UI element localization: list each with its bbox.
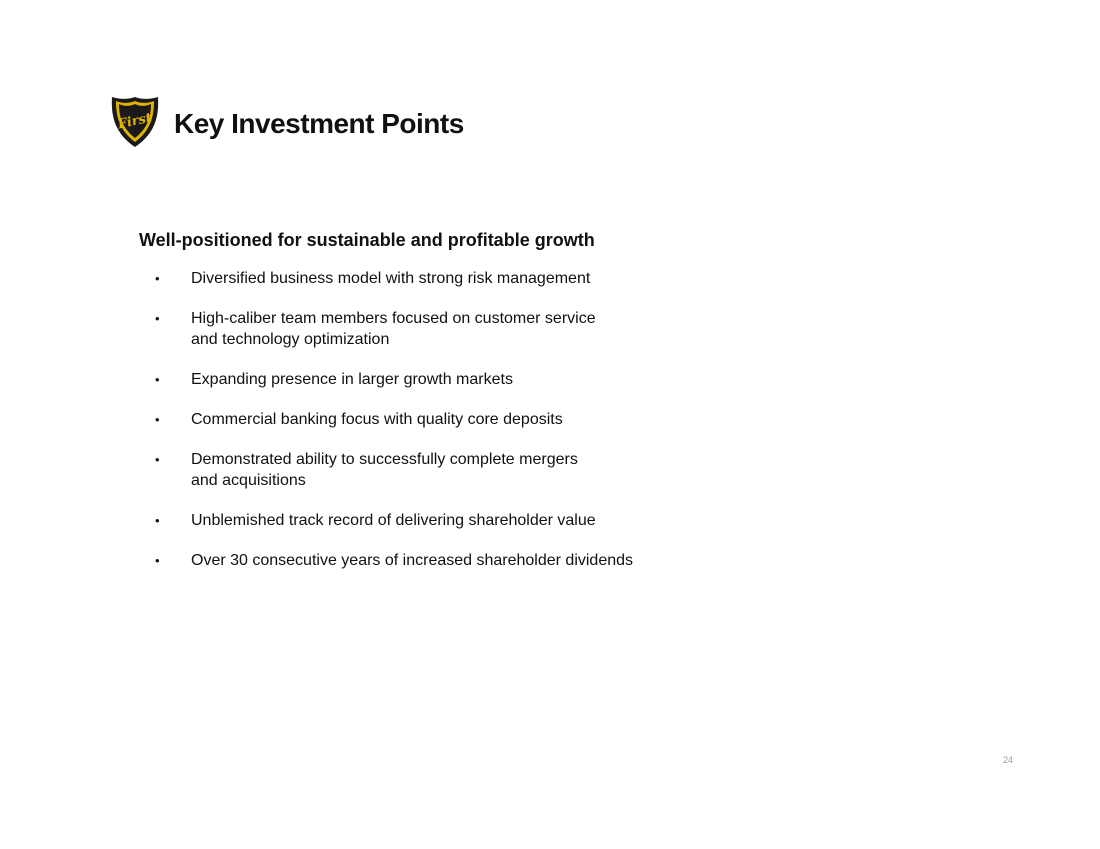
list-item <box>150 409 770 430</box>
bullet-icon: • <box>155 311 160 326</box>
bullet-text: High-caliber team members focused on customer service and technology optimization <box>191 310 596 348</box>
list-item <box>150 308 770 350</box>
list-item <box>150 268 770 289</box>
bullet-icon: • <box>155 513 160 528</box>
bullet-text: Diversified business model with strong risk management <box>191 270 591 287</box>
bullet-text: Demonstrated ability to successfully complete mergers and acquisitions <box>191 451 578 489</box>
list-item <box>150 510 770 531</box>
bullet-list <box>150 268 770 590</box>
bullet-text: Expanding presence in larger growth markets <box>191 371 513 388</box>
page-title: Key Investment Points <box>174 108 464 139</box>
bullet-icon: • <box>155 412 160 427</box>
bullet-icon: • <box>155 553 160 568</box>
list-item <box>150 550 770 571</box>
list-item <box>150 449 770 491</box>
bullet-text: Commercial banking focus with quality core deposits <box>191 411 563 428</box>
section-subtitle: Well-positioned for sustainable and profitable growth <box>139 230 595 250</box>
page-number: 24 <box>1003 755 1014 765</box>
bullet-icon: • <box>155 372 160 387</box>
bullet-icon: • <box>155 452 160 467</box>
bullet-text: Unblemished track record of delivering shareholder value <box>191 512 596 529</box>
bullet-text: Over 30 consecutive years of increased shareholder dividends <box>191 552 634 569</box>
list-item <box>150 369 770 390</box>
bullet-icon: • <box>155 271 160 286</box>
shield-logo-icon <box>110 95 160 149</box>
logo-text: First <box>116 110 154 133</box>
